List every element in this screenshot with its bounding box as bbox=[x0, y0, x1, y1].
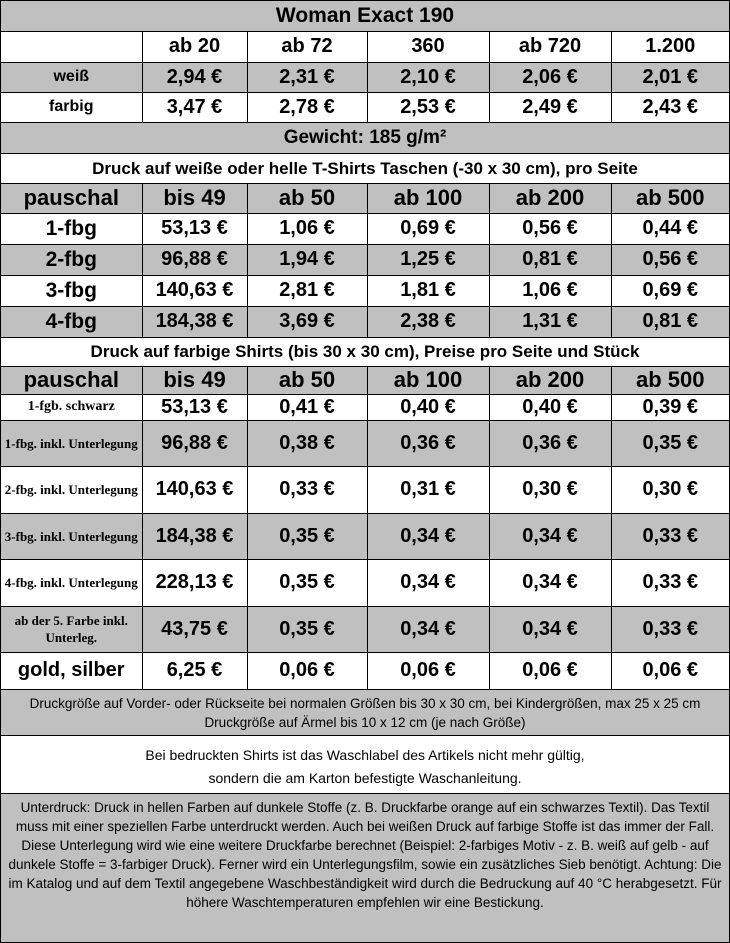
table-row bbox=[1, 62, 729, 92]
header-cell: ab 100 bbox=[367, 184, 489, 213]
table-row bbox=[1, 244, 729, 275]
price-cell: 140,63 € bbox=[142, 275, 247, 306]
weight-info: Gewicht: 185 g/m² bbox=[1, 122, 729, 154]
wash-label-line-1: Bei bedruckten Shirts ist das Waschlabel des Artikels nicht mehr gültig, bbox=[145, 747, 585, 763]
price-cell: 0,06 € bbox=[489, 652, 611, 689]
row-label: gold, silber bbox=[1, 652, 142, 689]
price-cell: 0,33 € bbox=[611, 606, 729, 652]
row-label: 1-fbg bbox=[1, 213, 142, 244]
price-cell: 0,39 € bbox=[611, 394, 729, 420]
price-cell: 96,88 € bbox=[142, 420, 247, 466]
price-cell: 0,41 € bbox=[247, 394, 367, 420]
price-cell: 2,49 € bbox=[489, 92, 611, 122]
header-cell: ab 500 bbox=[611, 184, 729, 213]
price-cell: 184,38 € bbox=[142, 513, 247, 559]
price-cell: 228,13 € bbox=[142, 559, 247, 606]
table-row bbox=[1, 466, 729, 513]
price-cell: 0,69 € bbox=[367, 213, 489, 244]
table-row bbox=[1, 394, 729, 420]
price-cell: 0,33 € bbox=[247, 466, 367, 513]
price-cell: 96,88 € bbox=[142, 244, 247, 275]
price-cell: 0,36 € bbox=[367, 420, 489, 466]
price-cell: 2,01 € bbox=[611, 62, 729, 92]
price-cell: 0,34 € bbox=[367, 606, 489, 652]
price-cell: 0,81 € bbox=[611, 306, 729, 337]
header-cell: ab 500 bbox=[611, 367, 729, 394]
table-row bbox=[1, 513, 729, 559]
base-price-table bbox=[1, 32, 729, 123]
header-cell: ab 200 bbox=[489, 184, 611, 213]
price-cell: 1,25 € bbox=[367, 244, 489, 275]
price-cell: 3,47 € bbox=[142, 92, 247, 122]
price-cell: 140,63 € bbox=[142, 466, 247, 513]
header-cell: ab 50 bbox=[247, 367, 367, 394]
price-cell: 2,43 € bbox=[611, 92, 729, 122]
price-cell: 0,06 € bbox=[247, 652, 367, 689]
price-cell: 53,13 € bbox=[142, 394, 247, 420]
price-cell: 1,06 € bbox=[247, 213, 367, 244]
price-cell: 1,94 € bbox=[247, 244, 367, 275]
price-cell: 0,06 € bbox=[611, 652, 729, 689]
row-label: 3-fbg. inkl. Unterlegung bbox=[1, 513, 142, 559]
price-cell: 3,69 € bbox=[247, 306, 367, 337]
header-cell: ab 720 bbox=[489, 32, 611, 62]
price-cell: 0,35 € bbox=[247, 513, 367, 559]
row-label: 3-fbg bbox=[1, 275, 142, 306]
price-cell: 0,33 € bbox=[611, 559, 729, 606]
table-row bbox=[1, 652, 729, 689]
table-row bbox=[1, 306, 729, 337]
table-row bbox=[1, 275, 729, 306]
price-cell: 2,81 € bbox=[247, 275, 367, 306]
price-cell: 0,31 € bbox=[367, 466, 489, 513]
header-cell: pauschal bbox=[1, 184, 142, 213]
price-cell: 0,40 € bbox=[489, 394, 611, 420]
price-cell: 0,36 € bbox=[489, 420, 611, 466]
header-cell: bis 49 bbox=[142, 184, 247, 213]
price-cell: 0,56 € bbox=[611, 244, 729, 275]
price-cell: 0,06 € bbox=[367, 652, 489, 689]
row-label: ab der 5. Farbe inkl. Unterleg. bbox=[1, 606, 142, 652]
price-cell: 1,31 € bbox=[489, 306, 611, 337]
price-cell: 1,81 € bbox=[367, 275, 489, 306]
price-cell: 2,06 € bbox=[489, 62, 611, 92]
row-label: 1-fbg. inkl. Unterlegung bbox=[1, 420, 142, 466]
price-cell: 2,31 € bbox=[247, 62, 367, 92]
price-cell: 0,40 € bbox=[367, 394, 489, 420]
price-cell: 2,94 € bbox=[142, 62, 247, 92]
price-cell: 0,38 € bbox=[247, 420, 367, 466]
header-cell: ab 72 bbox=[247, 32, 367, 62]
price-cell: 2,38 € bbox=[367, 306, 489, 337]
price-cell: 184,38 € bbox=[142, 306, 247, 337]
price-cell: 0,35 € bbox=[247, 606, 367, 652]
row-label: farbig bbox=[1, 92, 142, 122]
print-size-note: Druckgröße auf Vorder- oder Rückseite bei normalen Größen bis 30 x 30 cm, bei Kindergrößen, max 25 x 25 cm Druckgröße auf Ärmel bis 10 x 12 cm (je nach Größe) bbox=[1, 689, 729, 736]
table-row bbox=[1, 606, 729, 652]
price-cell: 0,35 € bbox=[611, 420, 729, 466]
row-label: 4-fbg. inkl. Unterlegung bbox=[1, 559, 142, 606]
header-cell: pauschal bbox=[1, 367, 142, 394]
header-cell: 1.200 bbox=[611, 32, 729, 62]
price-cell: 2,78 € bbox=[247, 92, 367, 122]
color-print-table bbox=[1, 367, 729, 690]
header-cell: bis 49 bbox=[142, 367, 247, 394]
price-cell: 0,34 € bbox=[489, 559, 611, 606]
table-row bbox=[1, 559, 729, 606]
price-cell: 0,69 € bbox=[611, 275, 729, 306]
price-cell: 0,30 € bbox=[489, 466, 611, 513]
header-cell: ab 100 bbox=[367, 367, 489, 394]
header-cell: 360 bbox=[367, 32, 489, 62]
price-cell: 0,56 € bbox=[489, 213, 611, 244]
price-cell: 0,34 € bbox=[489, 513, 611, 559]
price-cell: 2,10 € bbox=[367, 62, 489, 92]
price-cell: 0,34 € bbox=[367, 513, 489, 559]
price-cell: 6,25 € bbox=[142, 652, 247, 689]
header-cell: ab 20 bbox=[142, 32, 247, 62]
table-row bbox=[1, 213, 729, 244]
price-cell: 0,35 € bbox=[247, 559, 367, 606]
price-cell: 0,33 € bbox=[611, 513, 729, 559]
price-cell: 0,30 € bbox=[611, 466, 729, 513]
row-label: weiß bbox=[1, 62, 142, 92]
table-row bbox=[1, 420, 729, 466]
color-print-header-row bbox=[1, 367, 729, 394]
row-label: 2-fbg bbox=[1, 244, 142, 275]
wash-label-note bbox=[1, 736, 729, 794]
price-cell: 0,81 € bbox=[489, 244, 611, 275]
price-cell: 1,06 € bbox=[489, 275, 611, 306]
color-print-heading: Druck auf farbige Shirts (bis 30 x 30 cm), Preise pro Seite und Stück bbox=[1, 337, 729, 367]
wash-label-line-2: sondern die am Karton befestigte Waschanleitung. bbox=[208, 770, 522, 786]
row-label: 1-fgb. schwarz bbox=[1, 394, 142, 420]
price-cell: 0,34 € bbox=[489, 606, 611, 652]
row-label: 4-fbg bbox=[1, 306, 142, 337]
white-print-header-row bbox=[1, 184, 729, 213]
white-print-heading: Druck auf weiße oder helle T-Shirts Taschen (-30 x 30 cm), pro Seite bbox=[1, 154, 729, 184]
header-cell: ab 50 bbox=[247, 184, 367, 213]
row-label: 2-fbg. inkl. Unterlegung bbox=[1, 466, 142, 513]
base-price-header-row bbox=[1, 32, 729, 62]
table-row bbox=[1, 92, 729, 122]
price-cell: 43,75 € bbox=[142, 606, 247, 652]
price-cell: 2,53 € bbox=[367, 92, 489, 122]
header-cell bbox=[1, 32, 142, 62]
underprint-note: Unterdruck: Druck in hellen Farben auf dunkele Stoffe (z. B. Druckfarbe orange auf ein schwarzes Textil). Das Textil muss mit einer speziellen Farbe unterdruckt werden. Auch bei weißen Druck auf farbige Stoffe ist das immer der Fall. Diese Unterlegung wird wie eine weitere Druckfarbe berechnet (Beispiel: 2-farbiges Motiv - z. B. weiß auf gelb - auf dunkele Stoffe = 3-farbiger Druck). Ferner wird ein Unterlegungsfilm, sowie ein zusätzliches Sieb benötigt. Achtung: Die im Katalog und auf dem Textil angegebene Waschbeständigkeit wird durch die Bedruckung auf 40 °C herabgesetzt. Für höhere Waschtemperaturen empfehlen wir eine Bestickung. bbox=[1, 794, 729, 942]
price-cell: 0,44 € bbox=[611, 213, 729, 244]
header-cell: ab 200 bbox=[489, 367, 611, 394]
page-title: Woman Exact 190 bbox=[1, 1, 729, 32]
white-print-table bbox=[1, 184, 729, 338]
price-cell: 0,34 € bbox=[367, 559, 489, 606]
price-cell: 53,13 € bbox=[142, 213, 247, 244]
